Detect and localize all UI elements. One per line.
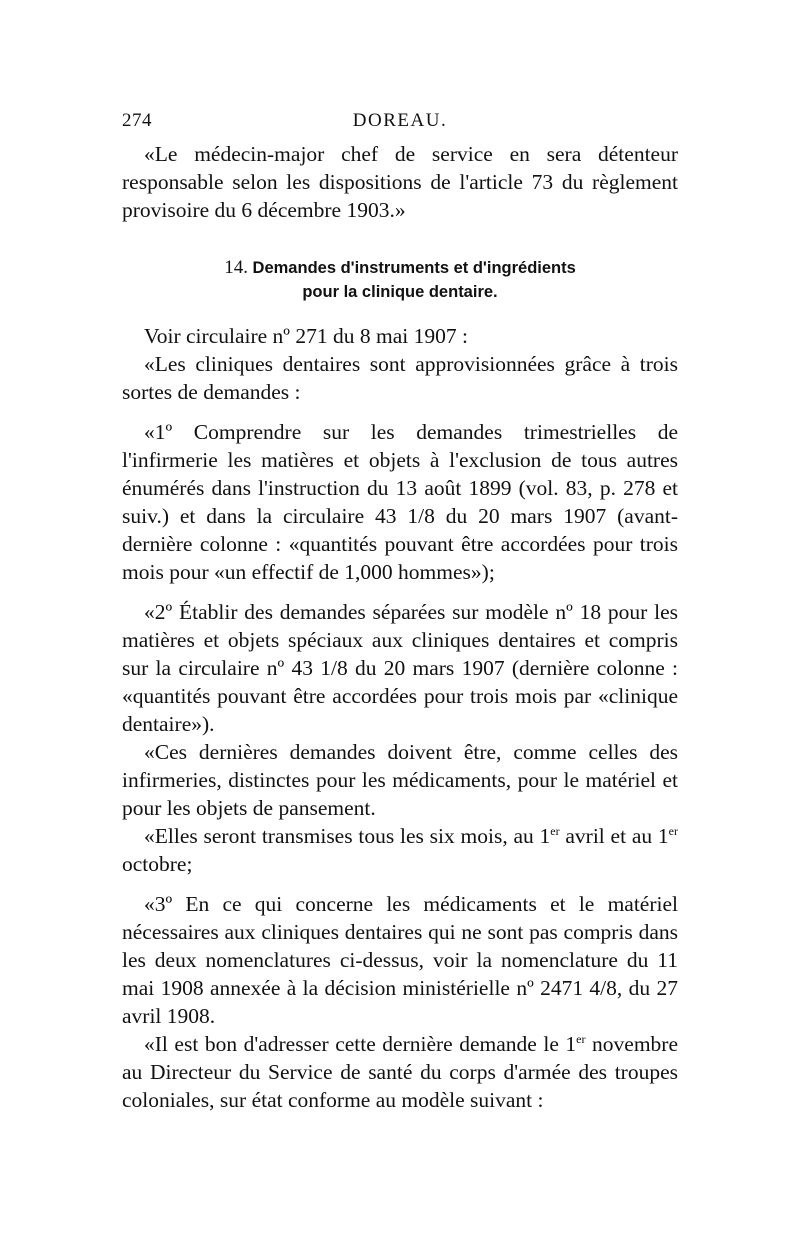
page-number: 274 [122, 110, 152, 131]
section-heading [122, 256, 678, 304]
transmission-text-3: octobre; [122, 852, 193, 876]
paragraph-reglement: «Le médecin-major chef de service en sera détenteur responsable selon les dispositions de l'article 73 du règlement provisoire du 6 décembre 1903.» [122, 142, 678, 222]
running-title: DOREAU. [352, 110, 448, 131]
section-number: 14. [224, 257, 248, 278]
paragraph-dernieres-demandes: «Ces dernières demandes doivent être, comme celles des infirmeries, distinctes pour les médicaments, pour le matériel et pour les objets de pansement. [122, 740, 678, 820]
paragraph-item-3: «3º En ce qui concerne les médicaments et le matériel nécessaires aux cliniques dentaires qui ne sont pas compris dans les deux nomenclatures ci-dessus, voir la nomenclature du 11 mai 1908 annexée à la décision ministérielle nº 2471 4/8, du 27 avril 1908. [122, 892, 678, 1028]
paragraph-approvisionnement: «Les cliniques dentaires sont approvisionnées grâce à trois sortes de demandes : [122, 352, 678, 404]
paragraph-adresse [122, 1030, 678, 1114]
paragraph-circulaire: Voir circulaire nº 271 du 8 mai 1907 : [144, 324, 468, 348]
transmission-text-1: «Elles seront transmises tous les six mois, au 1 [144, 824, 551, 848]
ordinal-sup-1: er [550, 823, 560, 838]
adresse-text-1: «Il est bon d'adresser cette dernière demande le 1 [144, 1032, 577, 1056]
section-title-part-1: Demandes d'instruments et d'ingrédients [252, 259, 576, 277]
page [122, 110, 678, 1114]
ordinal-sup-3: er [576, 1031, 586, 1046]
paragraph-item-1: «1º Comprendre sur les demandes trimestrielles de l'infirmerie les matières et objets à l'exclusion de tous autres énumérés dans l'instruction du 13 août 1899 (vol. 83, p. 278 et suiv.) et dans la circulaire 43 1/8 du 20 mars 1907 (avant-dernière colonne : «quantités pouvant être accordées pour trois mois pour «un effectif de 1,000 hommes»); [122, 420, 678, 584]
transmission-text-2: avril et au 1 [559, 824, 669, 848]
section-title-part-2: pour la clinique dentaire. [302, 283, 498, 301]
paragraph-transmission [122, 822, 678, 878]
section-heading-line-1 [122, 256, 678, 280]
ordinal-sup-2: er [668, 823, 678, 838]
adresse-text-2: novembre au Directeur du Service de santé du corps d'armée des troupes coloniales, sur état conforme au modèle suivant : [122, 1032, 678, 1112]
paragraph-item-2: «2º Établir des demandes séparées sur modèle nº 18 pour les matières et objets spéciaux aux cliniques dentaires et compris sur la circulaire nº 43 1/8 du 20 mars 1907 (dernière colonne : «quantités pouvant être accordées pour trois mois par «clinique dentaire»). [122, 600, 678, 736]
running-head [122, 110, 678, 140]
